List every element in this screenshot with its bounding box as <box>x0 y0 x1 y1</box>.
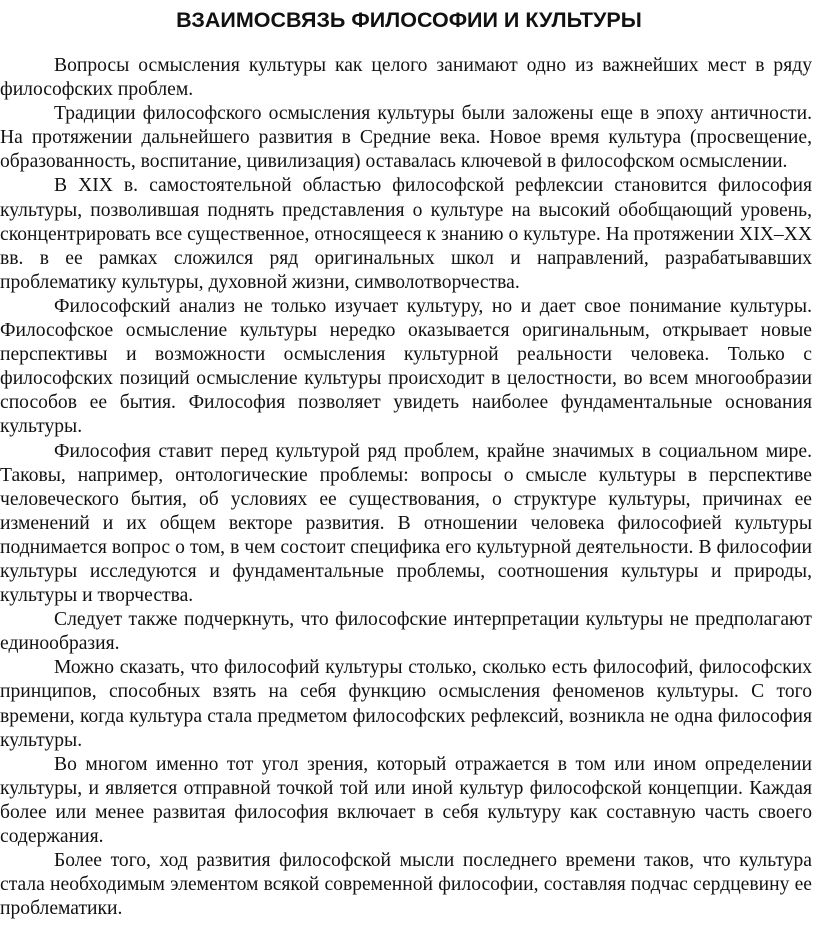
document-body <box>0 54 812 921</box>
paragraph-7: Можно сказать, что философий культуры столько, сколько есть философий, философских принципов, способных взять на себя функцию осмысления феноменов культуры. С того времени, когда культура стала предметом философских рефлексий, возникла не одна философия культуры. <box>0 657 812 751</box>
paragraph-4: Философский анализ не только изучает культуру, но и дает свое понимание культуры. Философское осмысление культуры нередко оказывается оригинальным, открывает новые перспективы и возможности осмысления культурной реальности человека. Только с философских позиций осмысление культуры происходит в целостности, во всем многообразии способов ее бытия. Философия позволяет увидеть наиболее фундаментальные основания культуры. <box>0 295 812 438</box>
paragraph-1: Вопросы осмысления культуры как целого занимают одно из важнейших мест в ряду философских проблем. <box>0 55 812 101</box>
paragraph-3: В XIX в. самостоятельной областью философской рефлексии становится философия культуры, позволившая поднять представления о культуре на высокий обобщающий уровень, сконцентрировать все существенное, относящееся к знанию о культуре. На протяжении XIX–XX вв. в ее рамках сложился ряд оригинальных школ и направлений, разрабатывавших проблематику культуры, духовной жизни, символотворчества. <box>0 175 812 293</box>
paragraph-6: Следует также подчеркнуть, что философские интерпретации культуры не предполагают единообразия. <box>0 609 812 655</box>
paragraph-9: Более того, ход развития философской мысли последнего времени таков, что культура стала необходимым элементом всякой современной философии, составляя подчас сердцевину ее проблематики. <box>0 850 812 920</box>
paragraph-5: Философия ставит перед культурой ряд проблем, крайне значимых в социальном мире. Таковы, например, онтологические проблемы: вопросы о смысле культуры в перспективе человеческого бытия, об условиях ее существования, о структуре культуры, причинах ее изменений и их общем векторе развития. В отношении человека философией культуры поднимается вопрос о том, в чем состоит специфика его культурной деятельности. В философии культуры исследуются и фундаментальные проблемы, соотношения культуры и природы, культуры и творчества. <box>0 440 812 607</box>
paragraph-8: Во многом именно тот угол зрения, который отражается в том или ином определении культуры, и является отправной точкой той или иной культур философской концепции. Каждая более или менее развитая философия включает в себя культуру как составную часть своего содержания. <box>0 753 812 847</box>
document-title: ВЗАИМОСВЯЗЬ ФИЛОСОФИИ И КУЛЬТУРЫ <box>176 8 642 32</box>
paragraph-2: Традиции философского осмысления культуры были заложены еще в эпоху античности. На протяжении дальнейшего развития в Средние века. Новое время культура (просвещение, образованность, воспитание, цивилизация) оставалась ключевой в философском осмыслении. <box>0 103 812 173</box>
